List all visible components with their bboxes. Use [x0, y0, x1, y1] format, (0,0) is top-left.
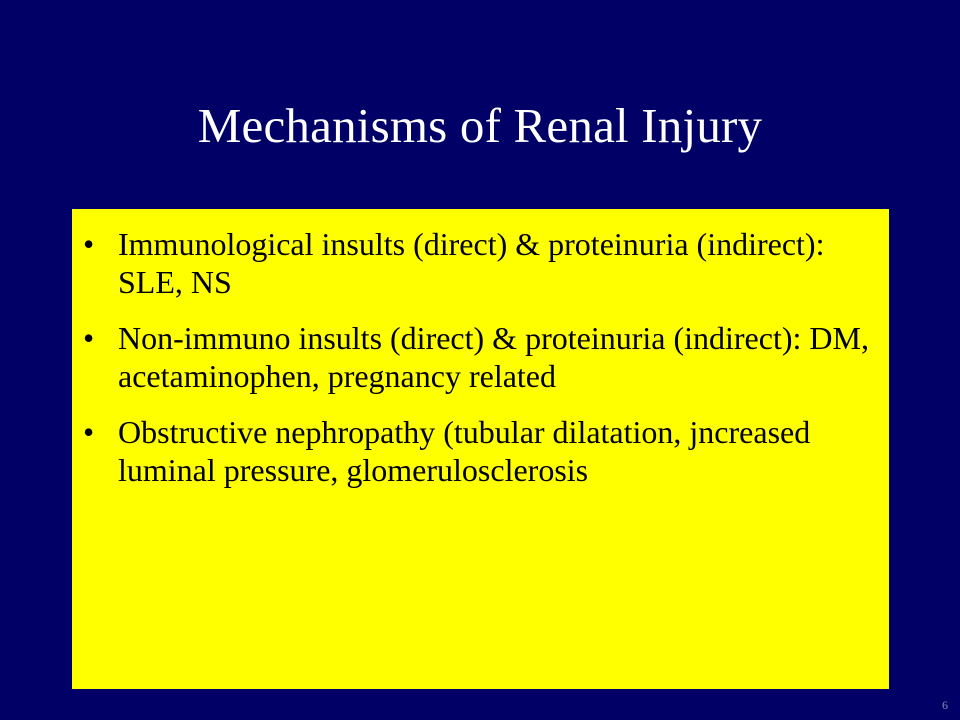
bullet-dot-icon: •	[83, 414, 95, 450]
bullet-dot-icon: •	[83, 320, 95, 356]
page-number: 6	[942, 698, 948, 712]
bullet-item-immunological	[72, 225, 889, 301]
bullet-list	[72, 225, 889, 507]
content-box	[72, 209, 889, 689]
bullet-text: Immunological insults (direct) & proteinuria (indirect): SLE, NS	[118, 226, 825, 300]
slide-title: Mechanisms of Renal Injury	[197, 98, 763, 153]
bullet-dot-icon: •	[83, 226, 95, 262]
bullet-item-non-immuno	[72, 319, 889, 395]
bullet-text: Obstructive nephropathy (tubular dilatation, jncreased luminal pressure, glomerulosclerosis	[118, 414, 811, 488]
bullet-item-obstructive	[72, 413, 889, 489]
bullet-text: Non-immuno insults (direct) & proteinuria (indirect): DM, acetaminophen, pregnancy related	[118, 320, 869, 394]
